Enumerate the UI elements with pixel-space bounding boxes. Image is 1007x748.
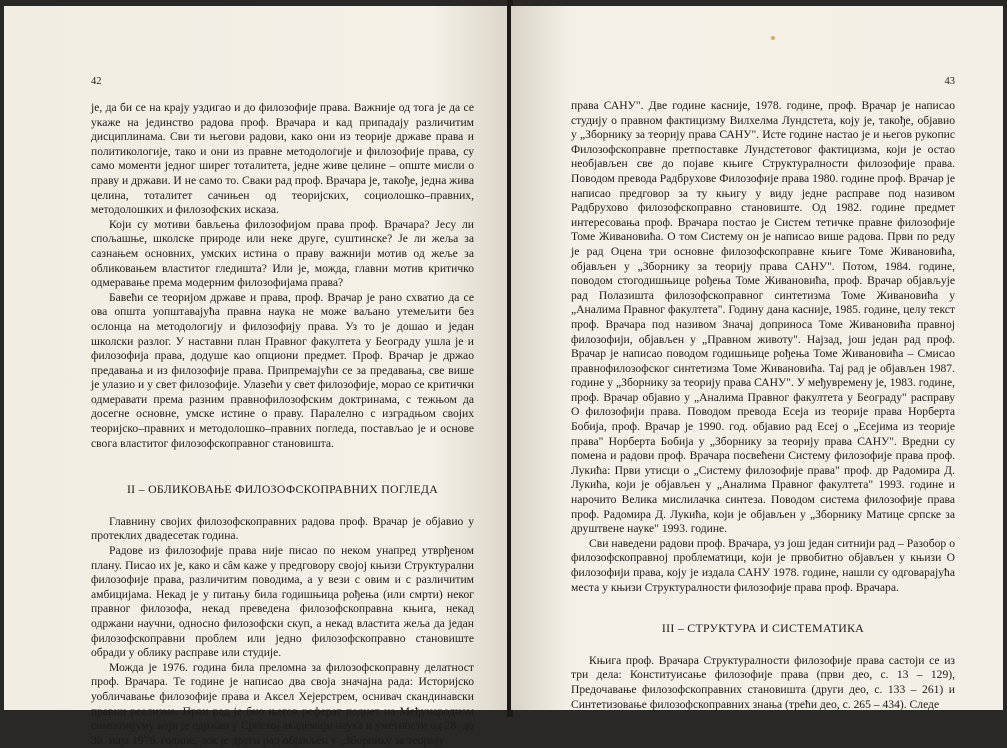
paragraph: Можда је 1976. година била преломна за филозофскоправну делатност проф. Врачара. Те године је написао два своја значајна рада: Историјско уобличавање филозофије права и Аксел Хеjерстрем, оснивач скандинавски правни реализма. Први рад је био његов реферат поднет на Међународном симпозијуму који је одржан у Српској академији наука и уметности од 28. до 30. маја 1976. године, док је други рад објављен у „Зборнику за теорију — [91, 660, 474, 747]
paragraph: Сви наведени радови проф. Врачара, уз још један ситнији рад – Разобор о филозофскоправној проблематици, који је првобитно објављен у књизи О филозофији права, коју је издала САНУ 1978. године, нашли су одговарајућа места у књизи Структуралности филозофије права проф. Врачара. — [571, 536, 955, 594]
paragraph: Радове из филозофије права није писао по неком унапред утврђеном плану. Писао их је, како и сâм каже у предговору својој књизи Структурални филозофије права, различитим поводима, а у вези с овим и с различитим амбицијама. Некад је у питању била годишњица рођења (или смрти) неког правног филозофа, некад преведена филозофскоправна књига, некад одржани научни, односно филозофски скуп, а некад властита жеља да један филозофскоправни проблем или једно филозофскоправно становиште обради у облику расправе или студије. — [91, 544, 474, 660]
page-text — [91, 101, 474, 748]
paper-spot — [771, 36, 775, 40]
paragraph: Књига проф. Врачара Структуралности филозофије права састоји се из три дела: Конституисање филозофије права (први део, с. 13 – 129), Предочавање филозофскоправних становишта (други део, с. 133 – 261) и Синтетизовање филозофскоправних знања (трећи део, с. 265 – 434). Следе — [571, 653, 955, 711]
page-text — [571, 99, 955, 712]
paragraph: је, да би се на крају уздигао и до филозофије права. Важније од тога је да се укаже на јединство радова проф. Врачара и кад припадају различитим дисциплинама. Сви ти његови радови, како они из теорије државе права и политикологије, тако и они из правне методологије и филозофије права, су само моменти једног ширег тоталитета, једне живе целине – опште мисли о праву и држави. И не само то. Сваки рад проф. Врачара је, такође, једна жива целина, тоталитет сачињен од теоријских, социолошко–правних, методолошких и филозофских исказа. — [91, 101, 474, 217]
paragraph: Главнину својих филозофскоправних радова проф. Врачар је објавио у протеклих двадесетак година. — [91, 514, 474, 543]
paragraph: Бавећи се теоријом државе и права, проф. Врачар је рано схватио да се ова општа уопштавајућа правна наука не може ваљано утемељити без ослонца на методологију и филозофију права. Уз то је дошао и један школски разлог. У наставни план Правног факултета у Београду ушла је и филозофија права, додуше као опциони предмет. Проф. Врачар је држао предавања и из филозофије права. Припремајући се за предавања, све више је улазио и у свет филозофије. Улазећи у свет филозофије, морао се критички одмеравати према разним правнофилозофским доктринама, с тежњом да досегне основне, умске истине о праву. Паралелно с изградњом својих теоријско–правних и методолошко–правних погледа, постављао је и основе свога властитог филозофскоправног становишта. — [91, 290, 474, 450]
section-heading: II – ОБЛИКОВАЊЕ ФИЛОЗОФСКОПРАВНИХ ПОГЛЕДА — [126, 482, 439, 497]
page-number: 43 — [944, 76, 955, 87]
right-page — [511, 6, 1003, 710]
left-page — [4, 6, 509, 747]
paragraph: права САНУ". Две године касније, 1978. године, проф. Врачар је написао студију о правном фактицизму Вилхелма Лундстета, коју је, такође, објавио у „Зборнику за теорију права САНУ". Исте године настао је и његов рукопис Филозофскоправне претпоставке Лундстетовог фактицизма, који је остао необјављен све до појаве књиге Структуралности филозофије права. Поводом превода Радбрухове Филозофије права 1980. године проф. Врачар је написао предговор за ту књигу у виду једне расправе под називом Радбрухово филозофскоправно становиште. Од 1982. године предмет интересовања проф. Врачара постао је Систем тетичке правне филозофије Томе Живановића. О том Систему он је написао више радова. Први по реду је рад Оцена три основне филозофскоправне књиге Томе Живановића, објављен у „Зборнику за теорију права САНУ". Потом, 1984. године, поводом стогодишњице рођења Томе Живановића, проф. Врачар објављује рад Полазишта филозофскоправног синтетизма Томе Живановића у „Аналима Правног факултета". Годину дана касније, 1985. године, целу текст проф. Врачара под називом Значај доприноса Томе Живановића правној филозофији, објављен у „Правном животу". Најзад, још један рад проф. Врачар је написао поводом годишњице рођења Томе Живановића – Смисао правнофилозофског синтетизма Томе Живановића. Тај рад је објављен 1987. године у „Зборнику за теорију права САНУ". У међувремену је, 1983. године, проф. Врачар објавио у „Аналима Правног факултета у Београду" расправу О филозофији права. Поводом превода Есеја из теорије права Норберта Бобија, проф. Врачар је 1990. год. објавио рад Есеј о „Есејима из теорије права" Норберта Бобија у „Зборнику за теорију права САНУ". Вредни су помена и радови проф. Врачара посвећени Систему филозофије права проф. Лукића: Први утисци о „Систему филозофије права" проф. др Радомира Д. Лукића, који је објављен у „Аналима Правног факултета" 1993. године и нарочито Велика мислилачка синтеза. Поводом система филозофије права проф. Радомира Д. Лукића, који је објављен у „Зборнику Матице српске за друштвене науке" 1993. године. — [571, 99, 955, 536]
paragraph: Који су мотиви бављења филозофијом права проф. Врачара? Јесу ли спољашње, школске природе или неке друге, суштинске? Је ли жеља за сазнањем основних, умских истина о праву важнији мотив од жеље за обликовањем властитог гледишта? Или је, можда, главни мотив критичко одмеравање према модерним филозофијама права? — [91, 217, 474, 290]
section-heading: III – СТРУКТУРА И СИСТЕМАТИКА — [661, 621, 865, 636]
page-number: 42 — [91, 76, 102, 87]
